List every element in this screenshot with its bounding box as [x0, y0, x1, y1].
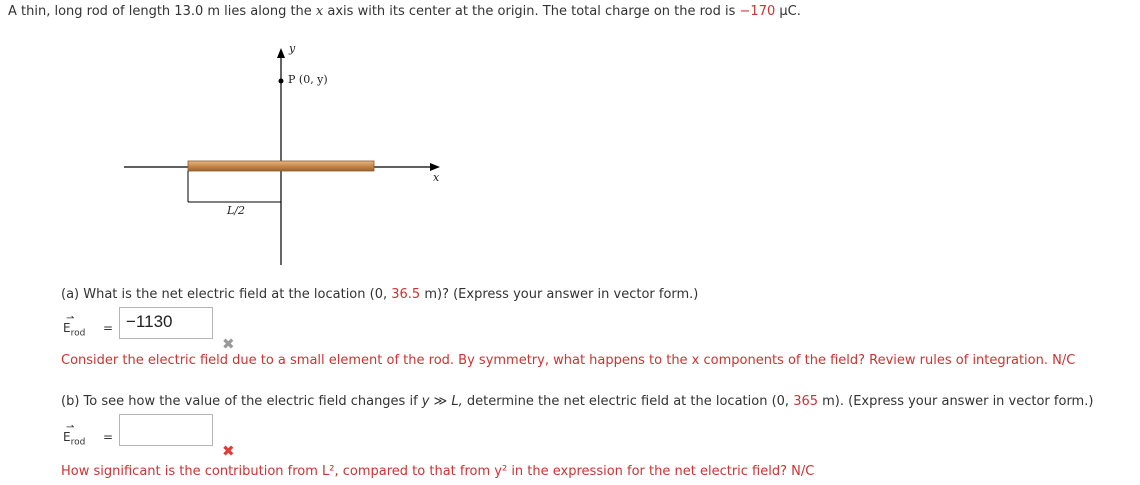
- part-a-equals: =: [103, 321, 114, 335]
- part-b-answer-input[interactable]: [119, 414, 213, 446]
- part-a-question-prefix: (a) What is the net electric field at the location (0,: [61, 287, 392, 302]
- part-b-question-var: y ≫ L,: [421, 394, 463, 409]
- part-a-question-suffix: m)? (Express your answer in vector form.): [420, 287, 699, 302]
- vector-arrow-icon: ⇀: [66, 313, 75, 324]
- intro-middle: axis with its center at the origin. The total charge on the rod is: [323, 4, 740, 19]
- part-b-question-suffix: m). (Express your answer in vector form.): [818, 394, 1094, 409]
- part-b-question: [61, 394, 1093, 409]
- y-axis-arrow: [277, 48, 285, 58]
- y-axis-label: y: [289, 42, 296, 55]
- part-b-equals: =: [103, 430, 114, 444]
- intro-unit: μC.: [775, 4, 801, 19]
- part-b-vector-sub: rod: [70, 437, 86, 448]
- part-a-vector-symbol: E: [63, 321, 71, 335]
- intro-charge: −170: [739, 4, 776, 19]
- point-p-dot: [279, 79, 284, 84]
- part-b-question-value: 365: [793, 394, 819, 409]
- part-a-answer-input[interactable]: −1130: [119, 307, 213, 339]
- part-b-question-middle: determine the net electric field at the location (0,: [462, 394, 794, 409]
- part-b-question-prefix: (b) To see how the value of the electric field changes if: [61, 394, 422, 409]
- part-a-vector-label: [63, 313, 86, 339]
- intro-prefix: A thin, long rod of length 13.0 m lies along the: [8, 4, 316, 19]
- part-b-hint: How significant is the contribution from L², compared to that from y² in the expression for the net electric field? N/C: [61, 464, 815, 479]
- intro-var: x: [315, 4, 324, 19]
- half-length-label: L/2: [227, 204, 246, 217]
- part-b-incorrect-icon: ✖: [222, 442, 235, 460]
- part-b-vector-symbol: E: [63, 430, 71, 444]
- rod: [188, 161, 374, 171]
- part-a-question: [61, 287, 698, 302]
- part-a-question-value: 36.5: [391, 287, 421, 302]
- part-a-hint: Consider the electric field due to a small element of the rod. By symmetry, what happens to the x components of the field? Review rules of integration. N/C: [61, 353, 1076, 368]
- vector-arrow-icon: ⇀: [66, 422, 75, 433]
- part-a-incorrect-icon: ✖: [222, 335, 235, 353]
- part-b-vector-label: [63, 422, 86, 448]
- x-axis-arrow: [430, 163, 440, 171]
- part-a-vector-sub: rod: [70, 328, 86, 339]
- point-p-label: P (0, y): [288, 73, 328, 86]
- x-axis-label: x: [433, 171, 440, 184]
